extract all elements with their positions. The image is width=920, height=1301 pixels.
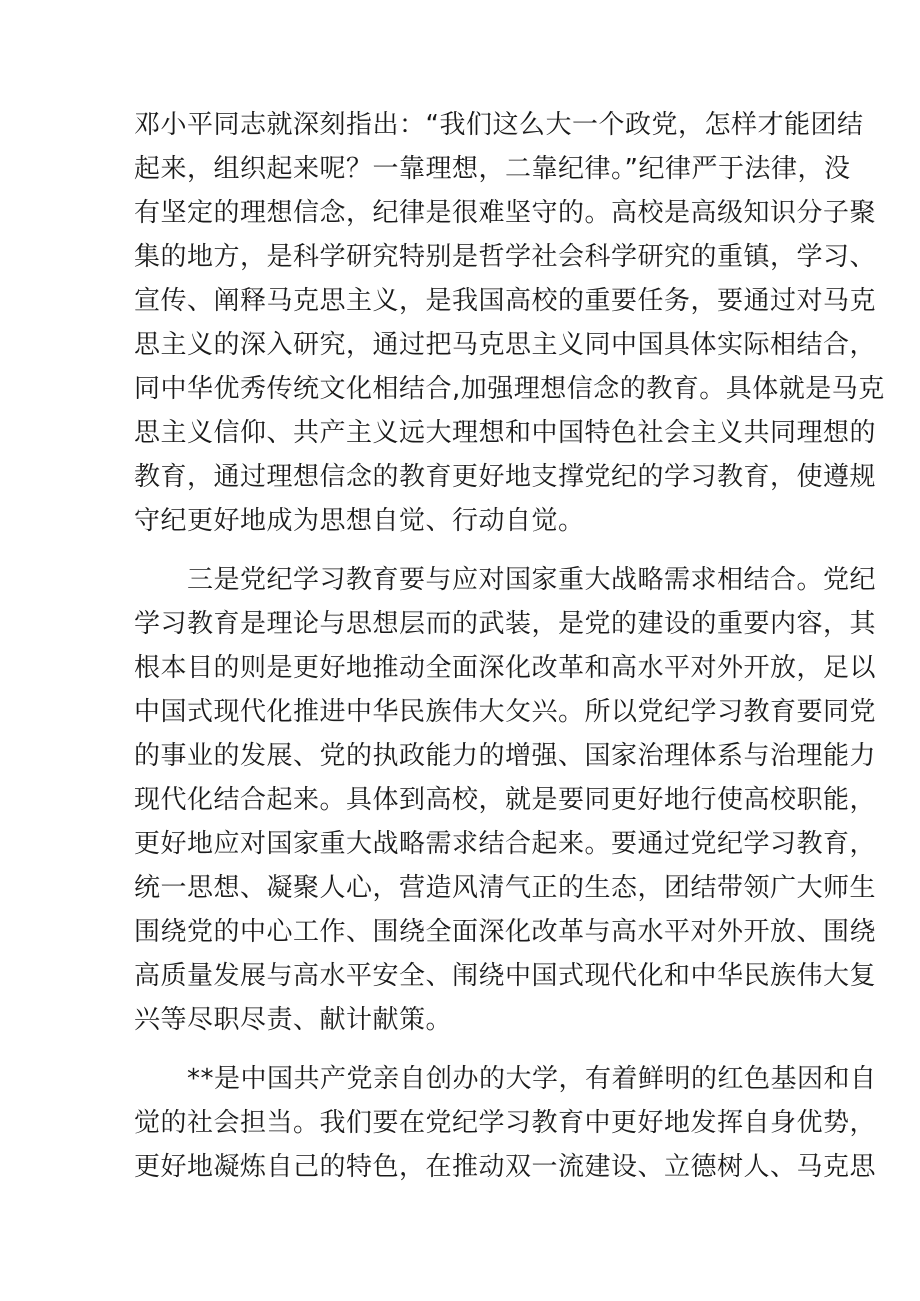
text-line: 教育，通过理想信念的教育更好地支撑党纪的学习教育，使遵规 xyxy=(134,462,877,492)
text-line: 思主义的深入研究，通过把马克思主义同中国具体实际相结合， xyxy=(134,330,877,360)
text-line: 思主义信仰、共产主义远大理想和中国特色社会主义共同理想的 xyxy=(134,418,877,448)
text-line: 更好地凝炼自己的特色，在推动双一流建设、立德树人、马克思 xyxy=(134,1152,877,1182)
text-line: 根本目的则是更好地推动全面深化改革和高水平对外开放，足以 xyxy=(134,653,877,683)
text-line: 高质量发展与高水平安全、闱绕中国式现代化和中华民族伟大复 xyxy=(134,961,877,991)
text-line: 守纪更好地成为思想自觉、行动自觉。 xyxy=(134,506,585,536)
text-line: 邓小平同志就深刻指出：“我们这么大一个政党，怎样才能团结 xyxy=(134,110,864,140)
text-line: 兴等尽职尽责、献计献策。 xyxy=(134,1005,453,1035)
text-line: 起来，组织起来呢？一靠理想，二靠纪律。”纪律严于法律，没 xyxy=(134,154,851,184)
text-line: 三是党纪学习教育要与应对国家重大战略需求相结合。党纪 xyxy=(134,565,877,595)
text-line: 更好地应对国家重大战略需求结合起来。要通过党纪学习教育， xyxy=(134,829,877,859)
paragraph-1 xyxy=(134,103,885,543)
text-line: 统一思想、凝聚人心，营造风清气正的生态，团结带领广大师生 xyxy=(134,873,877,903)
text-line: 的事业的发展、党的执政能力的增强、国家治理体系与治理能力 xyxy=(134,741,877,771)
text-line: 学习教育是理论与思想层而的武装，是党的建设的重要内容，其 xyxy=(134,609,877,639)
text-line: **是中国共产党亲自创办的大学，有着鲜明的红色基因和自 xyxy=(134,1064,877,1094)
text-line: 中国式现代化推进中华民族伟大攵兴。所以党纪学习教育要同党 xyxy=(134,697,877,727)
paragraph-2 xyxy=(134,558,877,1042)
text-line: 集的地方，是科学研究特别是哲学社会科学研究的重镇，学习、 xyxy=(134,242,877,272)
paragraph-3 xyxy=(134,1057,877,1189)
text-line: 现代化结合起来。具体到高校，就是要同更好地行使高校职能， xyxy=(134,785,877,815)
text-line: 围绕党的中心工作、围绕全面深化改革与高水平对外开放、围绕 xyxy=(134,917,877,947)
text-line: 觉的社会担当。我们要在党纪学习教育中更好地发挥自身优势， xyxy=(134,1108,877,1138)
text-line: 宣传、阐释马克思主义，是我国高校的重要任务，要通过对马克 xyxy=(134,286,877,316)
text-line: 有坚定的理想信念，纪律是很难坚守的。高校是高级知识分子聚 xyxy=(134,198,877,228)
text-line: 同中华优秀传统文化相结合,加强理想信念的教育。具体就是马克 xyxy=(134,374,885,404)
document-body xyxy=(134,103,885,1204)
